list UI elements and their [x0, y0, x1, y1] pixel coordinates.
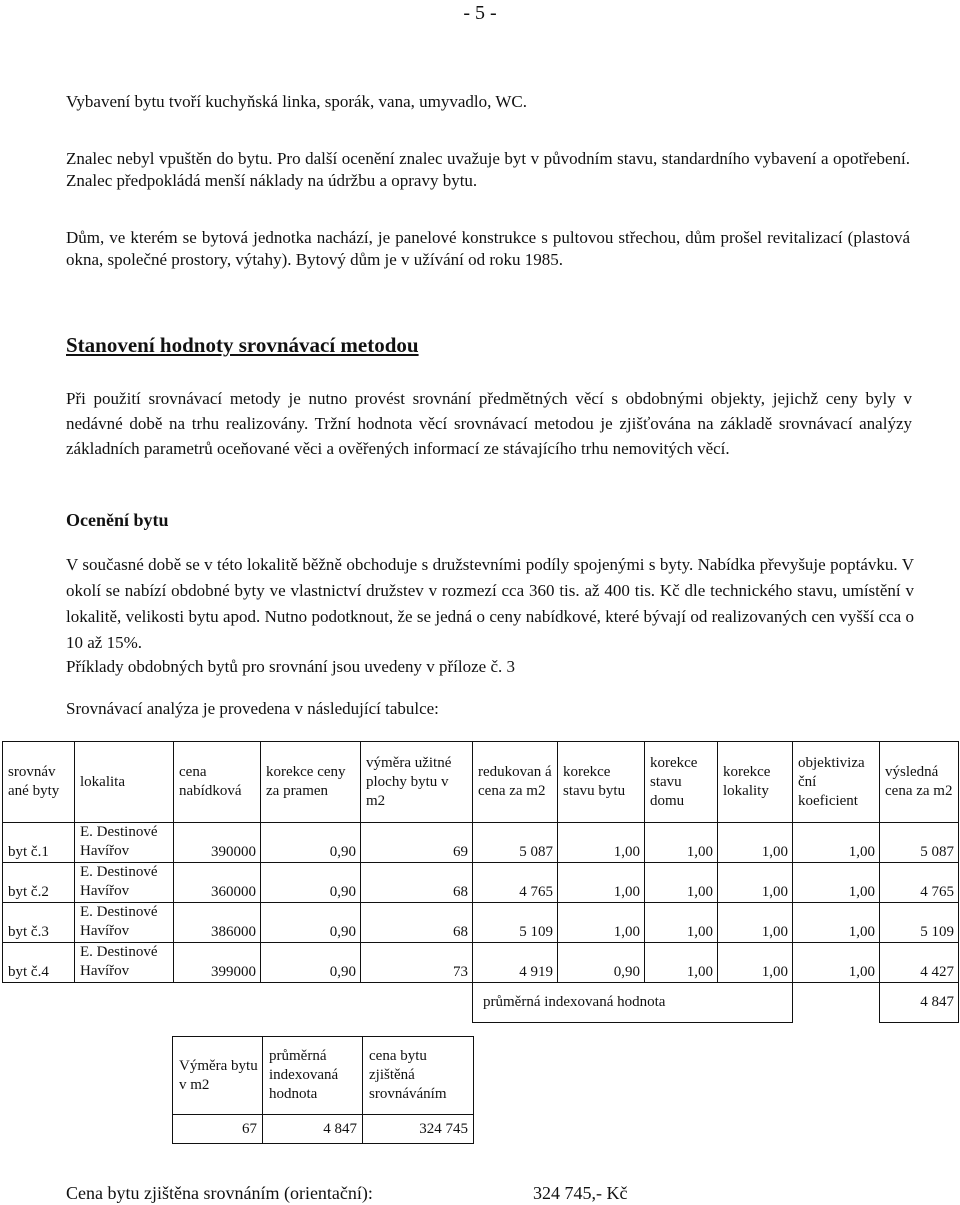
row-flat-condition: 1,00 — [558, 903, 645, 943]
summary-price: 324 745 — [363, 1115, 474, 1144]
summary-header-area: Výměra bytu v m2 — [173, 1037, 263, 1115]
row-location-correction: 1,00 — [718, 943, 793, 983]
row-coefficient: 1,00 — [793, 863, 880, 903]
row-result-price: 4 427 — [880, 943, 959, 983]
comparison-header-row — [3, 742, 959, 823]
final-price-value: 324 745,- Kč — [533, 1183, 628, 1203]
row-reduced-price: 4 919 — [473, 943, 558, 983]
row-house-condition: 1,00 — [645, 943, 718, 983]
row-house-condition: 1,00 — [645, 823, 718, 863]
row-location-correction: 1,00 — [718, 863, 793, 903]
location-street: E. Destinové — [80, 864, 158, 880]
row-id: byt č.3 — [3, 903, 75, 943]
header-reduced-price: redukovan á cena za m2 — [473, 742, 558, 823]
building-paragraph: Dům, ve kterém se bytová jednotka nachází, je panelové konstrukce s pultovou střechou, dům prošel revitalizací (plastová okna, společné prostory, výtahy). Bytový dům je v užívání od roku 1985. — [66, 228, 910, 269]
summary-header-row — [173, 1037, 474, 1115]
row-offer-price: 386000 — [174, 903, 261, 943]
header-objectivization-coefficient: objektiviza ční koeficient — [793, 742, 880, 823]
row-offer-price: 360000 — [174, 863, 261, 903]
method-paragraph: Při použití srovnávací metody je nutno provést srovnání předmětných věcí s obdobnými objekty, jejichž ceny byly v nedávné době na trhu realizovány. Tržní hodnota věcí srovnávací metodou je zjišťována na základě srovnávací analýzy základních parametrů oceňované věci a ověřených informací ze stávajícího trhu nemovitých věcí. — [66, 389, 912, 458]
location-city: Havířov — [80, 923, 130, 939]
page-number: - 5 - — [463, 2, 497, 24]
row-reduced-price: 5 087 — [473, 823, 558, 863]
examples-note: Příklady obdobných bytů pro srovnání jsou uvedeny v příloze č. 3 — [66, 657, 516, 676]
row-coefficient: 1,00 — [793, 943, 880, 983]
row-source-correction: 0,90 — [261, 903, 361, 943]
row-result-price: 5 109 — [880, 903, 959, 943]
row-source-correction: 0,90 — [261, 863, 361, 903]
table-row — [3, 943, 959, 983]
row-offer-price: 399000 — [174, 943, 261, 983]
table-row — [3, 863, 959, 903]
row-flat-condition: 0,90 — [558, 943, 645, 983]
location-city: Havířov — [80, 963, 130, 979]
row-source-correction: 0,90 — [261, 823, 361, 863]
summary-value-row — [173, 1115, 474, 1144]
row-coefficient: 1,00 — [793, 903, 880, 943]
average-row-gap — [793, 983, 880, 1023]
table-row — [3, 823, 959, 863]
inspection-paragraph: Znalec nebyl vpuštěn do bytu. Pro další ocenění znalec uvažuje byt v původním stavu, standardního vybavení a opotřebení. Znalec předpokládá menší náklady na údržbu a opravy bytu. — [66, 149, 910, 190]
summary-table — [172, 1036, 474, 1144]
row-floor-area: 68 — [361, 863, 473, 903]
header-result-price: výsledná cena za m2 — [880, 742, 959, 823]
location-street: E. Destinové — [80, 904, 158, 920]
row-location-correction: 1,00 — [718, 903, 793, 943]
row-result-price: 5 087 — [880, 823, 959, 863]
section-heading-flat-valuation: Ocenění bytu — [66, 510, 169, 530]
header-source-correction: korekce ceny za pramen — [261, 742, 361, 823]
row-location — [75, 943, 174, 983]
summary-average: 4 847 — [263, 1115, 363, 1144]
final-price-label: Cena bytu zjištěna srovnáním (orientační): — [66, 1183, 373, 1203]
equipment-paragraph: Vybavení bytu tvoří kuchyňská linka, sporák, vana, umyvadlo, WC. — [66, 92, 527, 111]
average-label: průměrná indexovaná hodnota — [473, 983, 793, 1023]
row-floor-area: 73 — [361, 943, 473, 983]
row-floor-area: 69 — [361, 823, 473, 863]
section-heading-comparative-method: Stanovení hodnoty srovnávací metodou — [66, 333, 419, 357]
row-id: byt č.4 — [3, 943, 75, 983]
row-reduced-price: 4 765 — [473, 863, 558, 903]
summary-header-price: cena bytu zjištěná srovnáváním — [363, 1037, 474, 1115]
table-intro: Srovnávací analýza je provedena v následující tabulce: — [66, 699, 439, 718]
row-reduced-price: 5 109 — [473, 903, 558, 943]
average-value: 4 847 — [880, 983, 959, 1023]
row-floor-area: 68 — [361, 903, 473, 943]
row-result-price: 4 765 — [880, 863, 959, 903]
row-coefficient: 1,00 — [793, 823, 880, 863]
table-row — [3, 903, 959, 943]
row-flat-condition: 1,00 — [558, 823, 645, 863]
row-location — [75, 903, 174, 943]
header-location: lokalita — [75, 742, 174, 823]
location-city: Havířov — [80, 883, 130, 899]
row-offer-price: 390000 — [174, 823, 261, 863]
row-id: byt č.2 — [3, 863, 75, 903]
header-offer-price: cena nabídková — [174, 742, 261, 823]
row-flat-condition: 1,00 — [558, 863, 645, 903]
row-location — [75, 863, 174, 903]
average-row-spacer — [3, 983, 473, 1023]
row-house-condition: 1,00 — [645, 863, 718, 903]
header-location-correction: korekce lokality — [718, 742, 793, 823]
row-source-correction: 0,90 — [261, 943, 361, 983]
summary-header-average: průměrná indexovaná hodnota — [263, 1037, 363, 1115]
location-street: E. Destinové — [80, 824, 158, 840]
comparison-table — [2, 741, 959, 1023]
row-id: byt č.1 — [3, 823, 75, 863]
average-row — [3, 983, 959, 1023]
header-floor-area: výměra užitné plochy bytu v m2 — [361, 742, 473, 823]
header-house-condition-correction: korekce stavu domu — [645, 742, 718, 823]
location-street: E. Destinové — [80, 944, 158, 960]
row-location — [75, 823, 174, 863]
row-house-condition: 1,00 — [645, 903, 718, 943]
location-city: Havířov — [80, 843, 130, 859]
header-flat-condition-correction: korekce stavu bytu — [558, 742, 645, 823]
market-paragraph: V současné době se v této lokalitě běžně obchoduje s družstevními podíly spojenými s byty. Nabídka převyšuje poptávku. V okolí se nabízí obdobné byty ve vlastnictví družstev v rozmezí cca 360 tis. až 400 tis. Kč dle technického stavu, umístění v lokalitě, velikosti bytu apod. Nutno podotknout, že se jedná o ceny nabídkové, které bývají od realizovaných cen vyšší cca o 10 až 15%. — [66, 555, 914, 652]
header-compared-flats: srovnáv ané byty — [3, 742, 75, 823]
row-location-correction: 1,00 — [718, 823, 793, 863]
summary-area: 67 — [173, 1115, 263, 1144]
